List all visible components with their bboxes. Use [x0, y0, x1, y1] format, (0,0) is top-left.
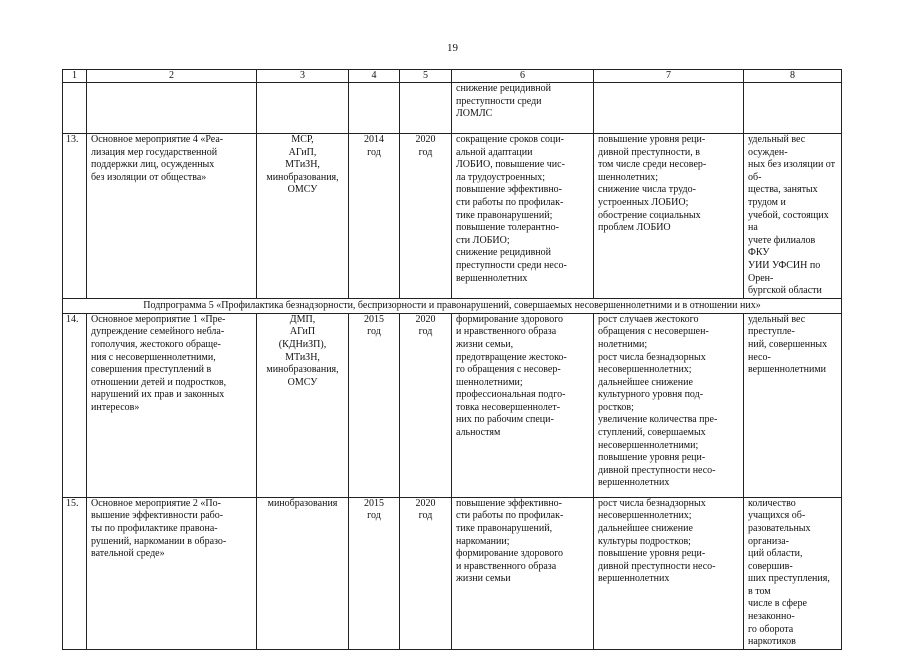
table-cell — [744, 83, 842, 134]
table-cell — [87, 83, 257, 134]
end-year-cell: 2020 год — [400, 497, 452, 649]
header-cell: 6 — [452, 70, 594, 83]
table-row — [63, 134, 842, 299]
table-cell — [594, 83, 744, 134]
header-cell: 3 — [257, 70, 349, 83]
table-row — [63, 313, 842, 497]
header-cell: 5 — [400, 70, 452, 83]
page-number: 19 — [447, 42, 458, 54]
activity-cell: Основное мероприятие 1 «Пре- дупреждение семейного небла- гополучия, жестокого обраще- ния с несовершеннолетними, совершения преступлений в отношении детей и подростков, нарушений их прав и законных интересов» — [87, 313, 257, 497]
header-cell: 7 — [594, 70, 744, 83]
start-year-cell: 2014 год — [349, 134, 400, 299]
subprogram-row — [63, 298, 842, 313]
indicator-cell: удельный вес преступле- ний, совершенных несо- вершеннолетними — [744, 313, 842, 497]
start-year-cell: 2015 год — [349, 497, 400, 649]
table-cell — [349, 83, 400, 134]
start-year-cell: 2015 год — [349, 313, 400, 497]
activities-table — [62, 69, 842, 650]
header-cell: 2 — [87, 70, 257, 83]
result-cell: сокращение сроков соци- альной адаптации ЛОБИО, повышение чис- ла трудоустроенных; повышение эффективно- сти работы по профилак- тике правонарушений; повышение толерантно- сти ЛОБИО; снижение рецидивной преступности среди несо- вершеннолетних — [452, 134, 594, 299]
row-number: 13. — [63, 134, 87, 299]
consequences-cell: повышение уровня реци- дивной преступности, в том числе среди несовер- шеннолетних; снижение числа трудо- устроенных ЛОБИО; обострение социальных проблем ЛОБИО — [594, 134, 744, 299]
result-cell: повышение эффективно- сти работы по профилак- тике правонарушений, наркомании; формирование здорового и нравственного образа жизни семьи — [452, 497, 594, 649]
result-cell: формирование здорового и нравственного образа жизни семьи, предотвращение жестоко- го обращения с несовер- шеннолетними; профессиональная подго- товка несовершеннолет- них по рабочим специ- альностям — [452, 313, 594, 497]
continuation-row — [63, 83, 842, 134]
header-cell: 1 — [63, 70, 87, 83]
header-cell: 4 — [349, 70, 400, 83]
end-year-cell: 2020 год — [400, 313, 452, 497]
activity-cell: Основное мероприятие 4 «Реа- лизация мер государственной поддержки лиц, осужденных без изоляции от общества» — [87, 134, 257, 299]
indicator-cell: удельный вес осужден- ных без изоляции от об- щества, занятых трудом и учебой, состоящих на учете филиалов ФКУ УИИ УФСИН по Орен- бургской области — [744, 134, 842, 299]
table-cell — [63, 83, 87, 134]
indicator-cell: количество учащихся об- разовательных организа- ций области, совершив- ших преступления, в том числе в сфере незаконно- го оборота наркотиков — [744, 497, 842, 649]
table-cell — [257, 83, 349, 134]
table-row — [63, 497, 842, 649]
activity-cell: Основное мероприятие 2 «По- вышение эффективности рабо- ты по профилактике правона- рушений, наркомании в образо- вательной среде» — [87, 497, 257, 649]
consequences-cell: рост числа безнадзорных несовершеннолетних; дальнейшее снижение культуры подростков; повышение уровня реци- дивной преступности несо- вершеннолетних — [594, 497, 744, 649]
end-year-cell: 2020 год — [400, 134, 452, 299]
row-number: 14. — [63, 313, 87, 497]
result-cell: снижение рецидивной преступности среди ЛОМЛС — [452, 83, 594, 134]
table-cell — [400, 83, 452, 134]
row-number: 15. — [63, 497, 87, 649]
header-cell: 8 — [744, 70, 842, 83]
header-row — [63, 70, 842, 83]
subprogram-title: Подпрограмма 5 «Профилактика безнадзорности, беспризорности и правонарушений, совершаемых несовершеннолетними и в отношении них» — [63, 298, 842, 313]
executors-cell: МСР, АГиП, МТиЗН, минобразования, ОМСУ — [257, 134, 349, 299]
executors-cell: минобразования — [257, 497, 349, 649]
executors-cell: ДМП, АГиП (КДНиЗП), МТиЗН, минобразования, ОМСУ — [257, 313, 349, 497]
consequences-cell: рост случаев жестокого обращения с несовершен- нолетними; рост числа безнадзорных несовершеннолетних; дальнейшее снижение культурного уровня под- ростков; увеличение количества пре- ступлений, совершаемых несовершеннолетними; повышение уровня реци- дивной преступности несо- вершеннолетних — [594, 313, 744, 497]
